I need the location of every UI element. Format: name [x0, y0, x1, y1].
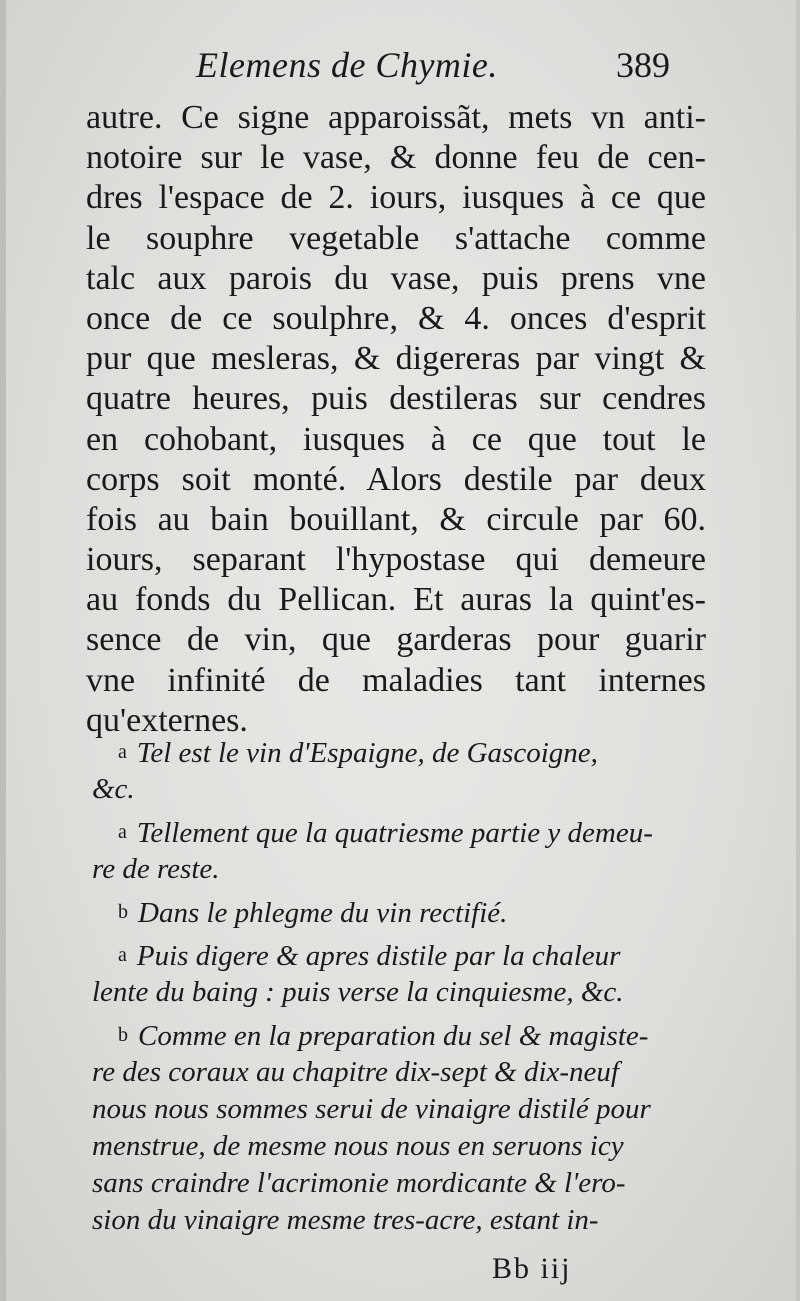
running-title: Elemens de Chymie. [196, 45, 498, 85]
body-line: pur que mesleras, & digereras par vingt & [86, 340, 706, 378]
body-line: corps soit monté. Alors destile par deux [86, 460, 706, 498]
note-line: &c. [92, 773, 135, 805]
note-text: Tellement que la quatriesme partie y demeu- [136, 817, 653, 849]
body-line: vne infinité de maladies tant internes [86, 661, 706, 699]
body-line: autre. Ce signe apparoissãt, mets vn anti- [86, 99, 706, 136]
page-edge-right [796, 0, 800, 1301]
body-line: once de ce soulphre, & 4. onces d'esprit [86, 299, 706, 337]
note-line: menstrue, de mesme nous nous en seruons icy [92, 1130, 624, 1162]
note-line [92, 894, 712, 931]
note-text: Dans le phlegme du vin rectifié. [138, 897, 508, 929]
note-line [92, 937, 712, 974]
note [92, 734, 712, 808]
body-line: le souphre vegetable s'attache comme [86, 219, 706, 257]
body-line: quatre heures, puis destileras sur cendres [86, 380, 706, 418]
note [92, 1017, 712, 1239]
note [92, 937, 712, 1011]
body-line: talc aux parois du vase, puis prens vne [86, 259, 706, 297]
body-line: qu'externes. [86, 701, 248, 739]
page-number: 389 [616, 45, 670, 85]
note-marker: a [118, 741, 127, 763]
note-text: Tel est le vin d'Espaigne, de Gascoigne, [136, 737, 598, 769]
page-edge-left [0, 0, 6, 1301]
body-line: en cohobant, iusques à ce que tout le [86, 420, 706, 458]
note-line: re de reste. [92, 853, 220, 885]
note-line [92, 814, 712, 851]
note-line: sans craindre l'acrimonie mordicante & l'ero- [92, 1167, 626, 1199]
note-line: re des coraux au chapitre dix-sept & dix-neuf [92, 1056, 619, 1088]
note-line: nous nous sommes serui de vinaigre distilé pour [92, 1093, 651, 1125]
note [92, 894, 712, 931]
body-line: iours, separant l'hypostase qui demeure [86, 541, 706, 579]
note-line [92, 1017, 712, 1054]
note-marker: b [118, 1024, 128, 1046]
note-line: lente du baing : puis verse la cinquiesme, &c. [92, 976, 624, 1008]
marginal-notes [92, 734, 712, 1245]
note-text: Comme en la preparation du sel & magiste- [138, 1020, 649, 1052]
body-line: fois au bain bouillant, & circule par 60. [86, 500, 706, 538]
body-line: dres l'espace de 2. iours, iusques à ce que [86, 179, 706, 217]
signature-mark: Bb iij [492, 1252, 572, 1285]
body-line: notoire sur le vase, & donne feu de cen- [86, 139, 706, 177]
note-text: Puis digere & apres distile par la chaleur [136, 940, 621, 972]
body-line: sence de vin, que garderas pour guarir [86, 621, 706, 659]
note-marker: a [118, 944, 127, 966]
body-text [86, 98, 706, 741]
note [92, 814, 712, 888]
note-line [92, 734, 712, 771]
note-line: sion du vinaigre mesme tres-acre, estant in- [92, 1204, 599, 1236]
note-marker: a [118, 821, 127, 843]
note-marker: b [118, 901, 128, 923]
body-line: au fonds du Pellican. Et auras la quint'es- [86, 581, 706, 619]
